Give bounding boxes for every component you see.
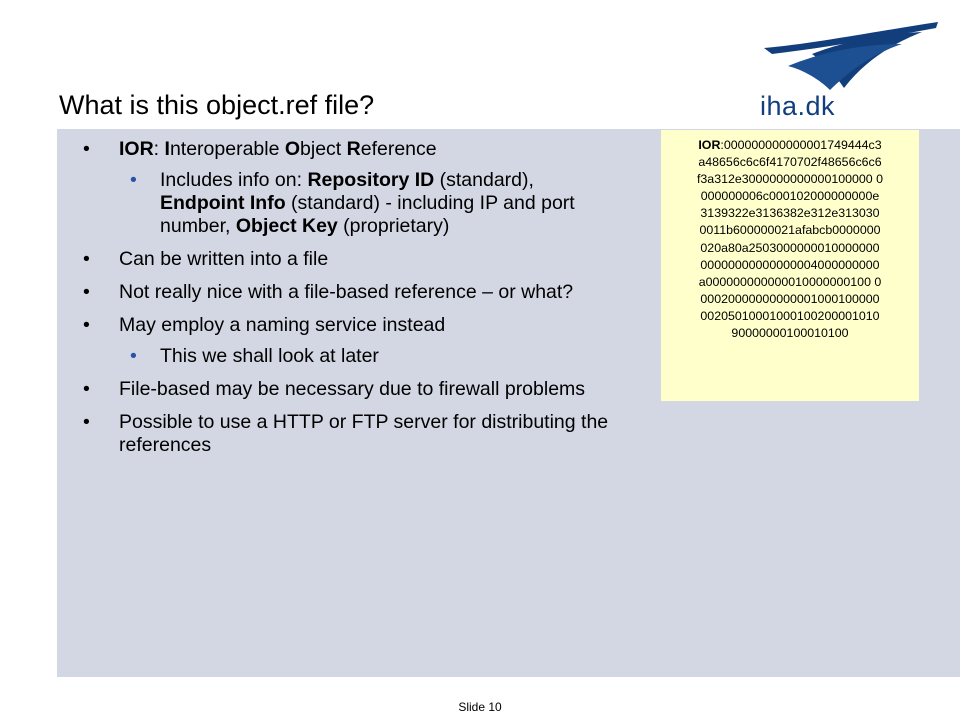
ior-line: 00000000000000004000000000: [700, 257, 880, 272]
ior-line: a000000000000010000000100 0: [698, 274, 882, 289]
bullet-dot: •: [83, 411, 90, 433]
bullet-ior: • IOR: Interoperable Object Reference: [83, 138, 437, 160]
ior-string-box: [661, 130, 919, 401]
iha-logo: [752, 14, 942, 126]
bullet-dot: •: [83, 281, 90, 303]
ior-line: IOR:000000000000001749444c3: [698, 138, 882, 152]
ior-line: a48656c6c6f4170702f48656c6c6: [698, 155, 882, 170]
ior-line: 000000006c000102000000000e: [700, 189, 880, 204]
ior-line: 00205010001000100200001010: [700, 308, 880, 323]
ior-line: 90000000100010100: [731, 326, 849, 341]
logo-text: iha.dk: [760, 91, 836, 121]
sub-bullet-dot: •: [130, 345, 137, 367]
bullet-firewall: • File-based may be necessary due to firewall problems: [83, 378, 586, 400]
ior-label: IOR: [698, 138, 721, 152]
bullet-file-based-reference: • Not really nice with a file-based reference – or what?: [83, 281, 574, 303]
ior-line: 00020000000000001000100000: [700, 291, 880, 306]
bullet-dot: •: [83, 314, 90, 336]
bullet-naming-service: • May employ a naming service instead: [83, 314, 446, 336]
bullet-dot: •: [83, 378, 90, 400]
bullet-list: [83, 138, 623, 467]
bullet-written-to-file: • Can be written into a file: [83, 248, 329, 270]
slide-number: Slide 10: [458, 700, 502, 714]
ior-line: 0011b600000021afabcb0000000: [699, 223, 881, 238]
ior-line: f3a312e3000000000000100000 0: [696, 172, 884, 187]
sub-bullet-dot: •: [130, 169, 137, 191]
bullet-dot: •: [83, 248, 90, 270]
bullet-http-ftp: • Possible to use a HTTP or FTP server for distributing the references: [83, 411, 609, 456]
slide-title: What is this object.ref file?: [59, 90, 375, 120]
ior-line: 3139322e3136382e312e313030: [700, 206, 880, 221]
bullet-dot: •: [83, 138, 90, 160]
ior-line: 020a80a2503000000010000000: [700, 240, 880, 255]
sub-bullet-look-later: • This we shall look at later: [130, 345, 379, 367]
sub-bullet-includes-info: • Includes info on: Repository ID (standard), Endpoint Info (standard) - including IP and port number, Object Key (proprietary): [130, 169, 575, 237]
